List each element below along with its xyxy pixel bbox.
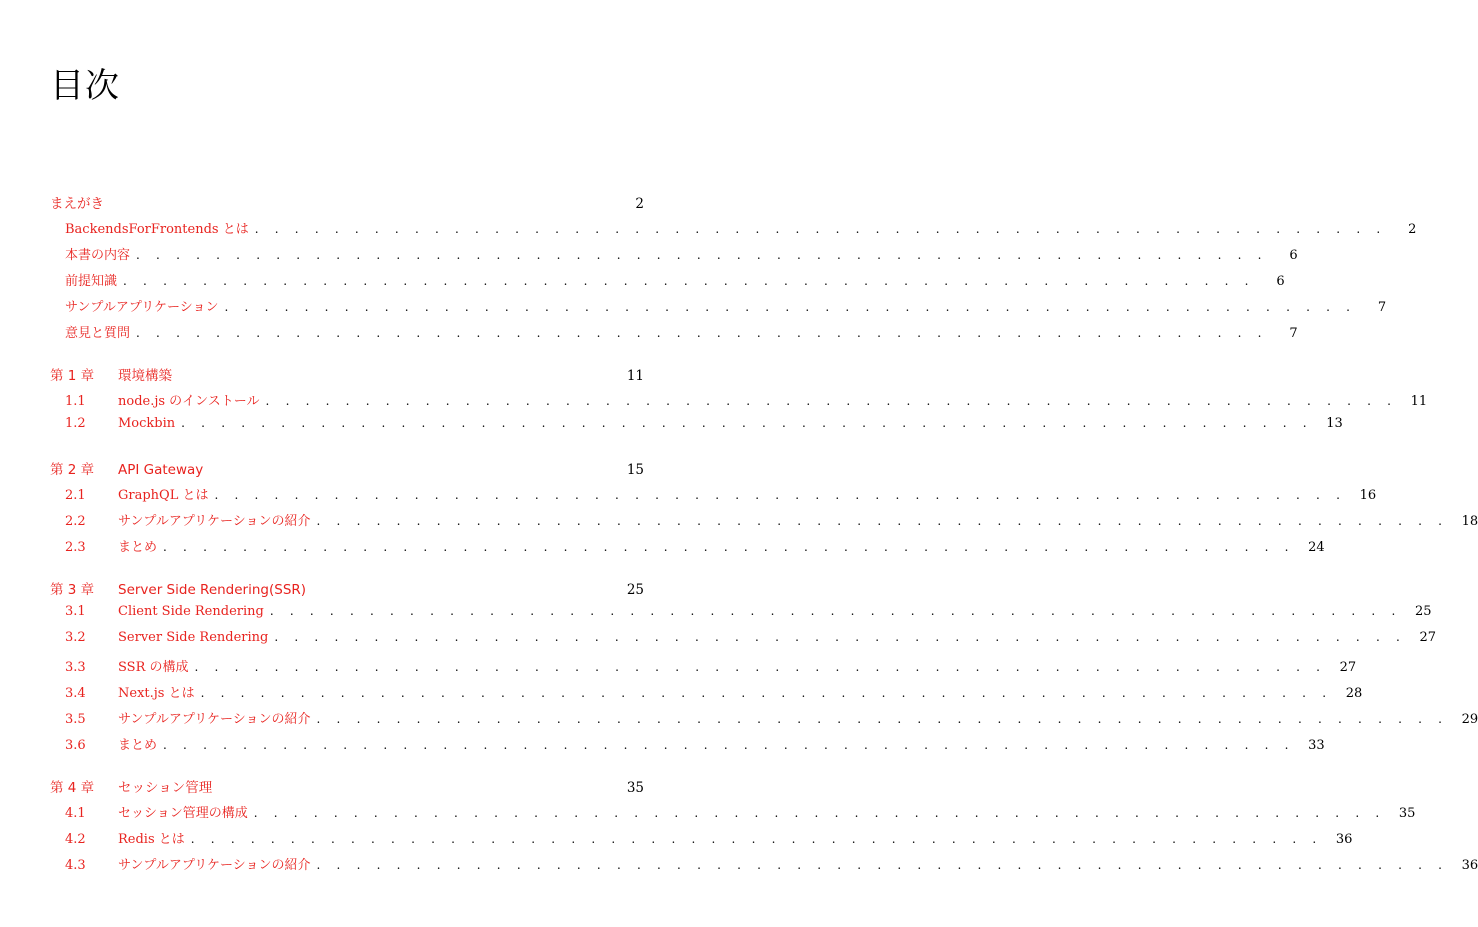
dot-leader: . . . . . . . . . . . . . . . . . . . . . . . . . . . . . . . . . . . . . . . . . . . . . . . . . . . . . . . . . [200,686,1333,700]
entry-page: 6 [1289,248,1298,263]
chapter-number[interactable]: 第 4 章 [50,780,95,796]
chapter-page: 11 [626,368,644,384]
entry-page: 13 [1326,416,1343,431]
entry-label[interactable]: node.js のインストール [118,394,260,409]
toc-entry[interactable] [50,322,1298,348]
entry-number[interactable]: 3.4 [65,686,86,701]
toc-chapter-4[interactable] [50,776,644,802]
dot-leader: . . . . . . . . . . . . . . . . . . . . . . . . . . . . . . . . . . . . . . . . . . . . . . . . . . . . . . . . . [265,394,1398,408]
toc-entry[interactable] [50,734,1325,760]
chapter-title[interactable]: セッション管理 [118,780,213,796]
entry-page: 25 [1414,604,1432,619]
chapter-page: 15 [626,462,644,478]
dot-leader: . . . . . . . . . . . . . . . . . . . . . . . . . . . . . . . . . . . . . . . . . . . . . . . . . . . . . . . . . [190,832,1323,846]
entry-page: 36 [1461,858,1478,873]
page-title: 目次 [50,66,120,106]
entry-page: 16 [1359,488,1377,503]
toc-entry[interactable] [50,416,1343,442]
dot-leader: . . . . . . . . . . . . . . . . . . . . . . . . . . . . . . . . . . . . . . . . . . . . . . . . . . . . . . . . . [136,248,1268,262]
entry-label[interactable]: SSR の構成 [118,660,189,675]
dot-leader: . . . . . . . . . . . . . . . . . . . . . . . . . . . . . . . . . . . . . . . . . . . . . . . . . . . . . . . . . [316,514,1449,528]
toc-entry[interactable] [50,630,1436,656]
chapter-title[interactable]: 環境構築 [118,368,172,384]
toc-chapter-1[interactable] [50,364,644,390]
toc-entry[interactable] [50,484,1377,510]
toc-entry[interactable] [50,270,1285,296]
chapter-number[interactable]: 第 1 章 [50,368,95,384]
entry-label[interactable]: 意見と質問 [65,326,131,341]
entry-page: 11 [1410,394,1428,409]
chapter-title[interactable]: Server Side Rendering(SSR) [118,582,307,598]
toc-entry[interactable] [50,604,1432,630]
entry-page: 24 [1308,540,1325,555]
table-of-contents [50,192,1478,880]
entry-page: 36 [1335,832,1353,847]
entry-page: 18 [1461,514,1478,529]
dot-leader: . . . . . . . . . . . . . . . . . . . . . . . . . . . . . . . . . . . . . . . . . . . . . . . . . . . . . . . . . [181,416,1313,430]
entry-label[interactable]: サンプルアプリケーションの紹介 [118,712,311,727]
entry-page: 28 [1345,686,1363,701]
entry-label[interactable]: サンプルアプリケーションの紹介 [118,514,311,529]
entry-page: 29 [1461,712,1478,727]
dot-leader: . . . . . . . . . . . . . . . . . . . . . . . . . . . . . . . . . . . . . . . . . . . . . . . . . . . . . . . . . [214,488,1347,502]
toc-entry[interactable] [50,802,1416,828]
entry-label[interactable]: Mockbin [118,416,176,431]
chapter-page: 35 [626,780,644,796]
dot-leader: . . . . . . . . . . . . . . . . . . . . . . . . . . . . . . . . . . . . . . . . . . . . . . . . . . . . . . . . . [253,806,1386,820]
entry-label[interactable]: 本書の内容 [65,248,131,263]
entry-label[interactable]: セッション管理の構成 [118,806,248,821]
dot-leader: . . . . . . . . . . . . . . . . . . . . . . . . . . . . . . . . . . . . . . . . . . . . . . . . . . . . . . . . . [274,630,1406,644]
entry-page: 27 [1419,630,1436,645]
chapter-page: 2 [635,196,644,212]
toc-entry[interactable] [50,296,1387,322]
toc-entry[interactable] [50,510,1478,536]
entry-page: 27 [1339,660,1357,675]
entry-page: 33 [1308,738,1325,753]
toc-entry[interactable] [50,536,1325,562]
toc-entry[interactable] [50,244,1298,270]
entry-number[interactable]: 4.3 [65,858,86,873]
entry-page: 2 [1408,222,1417,237]
entry-label[interactable]: サンプルアプリケーションの紹介 [118,858,311,873]
chapter-title[interactable]: まえがき [50,196,104,212]
toc-entry[interactable] [50,656,1357,682]
entry-number[interactable]: 3.3 [65,660,86,675]
entry-number[interactable]: 4.2 [65,832,86,847]
entry-number[interactable]: 1.1 [65,394,86,409]
entry-number[interactable]: 1.2 [65,416,86,431]
entry-label[interactable]: Server Side Rendering [118,630,269,645]
toc-chapter-2[interactable] [50,458,644,484]
entry-number[interactable]: 4.1 [65,806,86,821]
entry-number[interactable]: 2.1 [65,488,86,503]
dot-leader: . . . . . . . . . . . . . . . . . . . . . . . . . . . . . . . . . . . . . . . . . . . . . . . . . . . . . . . . . [163,540,1295,554]
toc-entry[interactable] [50,218,1417,244]
dot-leader: . . . . . . . . . . . . . . . . . . . . . . . . . . . . . . . . . . . . . . . . . . . . . . . . . . . . . . . . . [163,738,1295,752]
toc-entry[interactable] [50,390,1428,416]
entry-number[interactable]: 3.6 [65,738,86,753]
chapter-number[interactable]: 第 3 章 [50,582,95,598]
toc-chapter-3[interactable] [50,578,644,604]
dot-leader: . . . . . . . . . . . . . . . . . . . . . . . . . . . . . . . . . . . . . . . . . . . . . . . . . . . . . . . . . [316,712,1449,726]
dot-leader: . . . . . . . . . . . . . . . . . . . . . . . . . . . . . . . . . . . . . . . . . . . . . . . . . . . . . . . . . [224,300,1357,314]
chapter-page: 25 [626,582,644,598]
entry-label[interactable]: まとめ [118,540,158,555]
entry-label[interactable]: GraphQL とは [118,488,209,503]
entry-label[interactable]: サンプルアプリケーション [65,300,219,315]
toc-entry[interactable] [50,708,1478,734]
chapter-number[interactable]: 第 2 章 [50,462,95,478]
entry-label[interactable]: Client Side Rendering [118,604,264,619]
entry-label[interactable]: Redis とは [118,832,185,847]
entry-label[interactable]: BackendsForFrontends とは [65,222,249,237]
dot-leader: . . . . . . . . . . . . . . . . . . . . . . . . . . . . . . . . . . . . . . . . . . . . . . . . . . . . . . . . . [194,660,1327,674]
dot-leader: . . . . . . . . . . . . . . . . . . . . . . . . . . . . . . . . . . . . . . . . . . . . . . . . . . . . . . . . . [254,222,1387,236]
entry-label[interactable]: 前提知識 [65,274,118,289]
entry-number[interactable]: 3.1 [65,604,86,619]
entry-label[interactable]: Next.js とは [118,686,195,701]
dot-leader: . . . . . . . . . . . . . . . . . . . . . . . . . . . . . . . . . . . . . . . . . . . . . . . . . . . . . . . . . [269,604,1402,618]
entry-number[interactable]: 2.2 [65,514,86,529]
dot-leader: . . . . . . . . . . . . . . . . . . . . . . . . . . . . . . . . . . . . . . . . . . . . . . . . . . . . . . . . . [136,326,1268,340]
entry-page: 7 [1377,300,1387,315]
entry-page: 6 [1276,274,1285,289]
toc-entry[interactable] [50,828,1353,854]
entry-page: 7 [1289,326,1298,341]
entry-number[interactable]: 3.2 [65,630,86,645]
entry-number[interactable]: 2.3 [65,540,86,555]
entry-page: 35 [1398,806,1416,821]
toc-entry[interactable] [50,682,1363,708]
dot-leader: . . . . . . . . . . . . . . . . . . . . . . . . . . . . . . . . . . . . . . . . . . . . . . . . . . . . . . . . . [123,274,1255,288]
toc-chapter-preface[interactable] [50,192,644,218]
chapter-title[interactable]: API Gateway [118,462,204,478]
entry-number[interactable]: 3.5 [65,712,86,727]
dot-leader: . . . . . . . . . . . . . . . . . . . . . . . . . . . . . . . . . . . . . . . . . . . . . . . . . . . . . . . . . [316,858,1449,872]
entry-label[interactable]: まとめ [118,738,158,753]
toc-entry[interactable] [50,854,1478,880]
